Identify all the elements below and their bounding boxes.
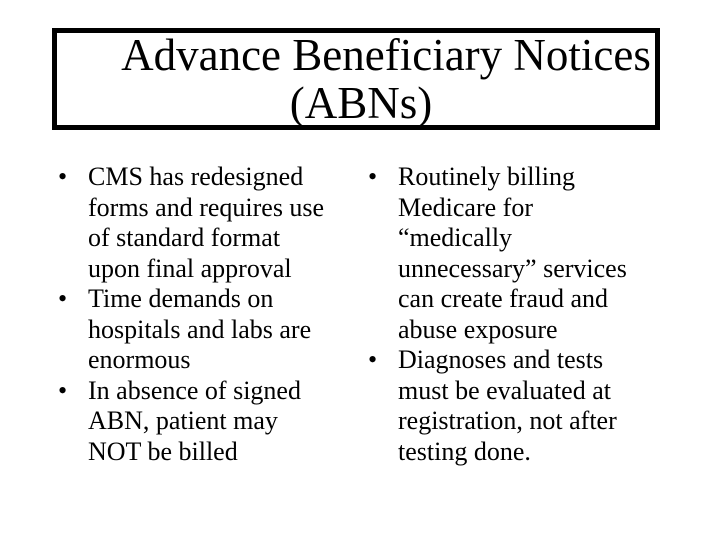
bullet-text-line: hospitals and labs are (88, 314, 312, 344)
bullet-text-line: of standard format (88, 223, 281, 252)
bullet-item (58, 284, 348, 376)
bullet-text-line: must be evaluated at (398, 375, 611, 405)
bullet-text-line: Time demands on (88, 284, 274, 313)
bullet-icon: • (58, 375, 68, 405)
bullet-text-line: Medicare for (398, 192, 533, 222)
bullet-text-line: abuse exposure (398, 314, 558, 344)
bullet-text-line: NOT be billed (88, 436, 238, 466)
slide-title-line-1: Advance Beneficiary Notices (121, 30, 651, 80)
bullet-text-line: “medically (398, 223, 513, 252)
bullet-text-line: testing done. (398, 436, 531, 466)
bullet-item (58, 376, 348, 468)
bullet-text-line: ABN, patient may (88, 406, 278, 435)
bullet-text-line: Routinely billing (398, 162, 575, 191)
bullet-text-line: enormous (88, 345, 191, 374)
bullet-text-line: CMS has redesigned (88, 162, 304, 191)
bullet-icon: • (58, 162, 68, 191)
bullet-text-line: Diagnoses and tests (398, 345, 604, 374)
bullet-icon: • (368, 345, 378, 374)
slide-title-line-2: (ABNs) (289, 78, 433, 128)
bullet-item (368, 162, 668, 345)
bullet-text-line: registration, not after (398, 406, 617, 435)
bullet-text-line: unnecessary” services (398, 253, 627, 283)
bullet-item (58, 162, 348, 284)
bullet-icon: • (58, 284, 68, 313)
bullet-text-line: can create fraud and (398, 284, 609, 313)
right-bullet-list (368, 162, 668, 467)
bullet-item (368, 345, 668, 467)
bullet-text-line: In absence of signed (88, 375, 301, 405)
bullet-text-line: forms and requires use (88, 192, 325, 222)
slide-title-box (52, 28, 660, 130)
left-bullet-list (58, 162, 348, 467)
bullet-text-line: upon final approval (88, 253, 292, 283)
bullet-icon: • (368, 162, 378, 191)
